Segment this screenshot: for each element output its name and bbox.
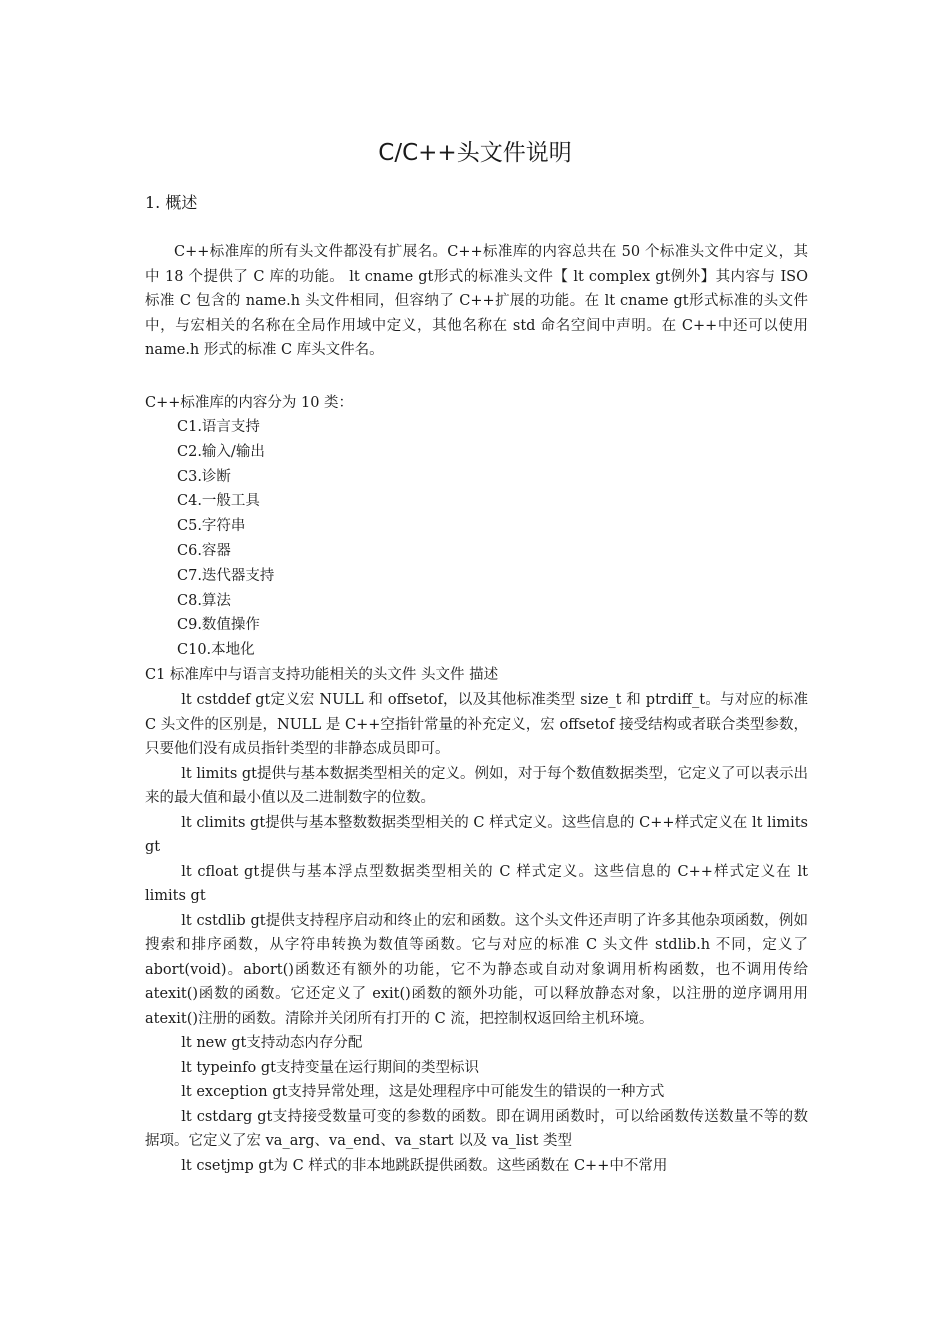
categories-label: C++标准库的内容分为 10 类： (145, 395, 354, 411)
category-item: C1.语言支持 (177, 419, 260, 435)
header-description: lt exception gt支持异常处理，这是处理程序中可能发生的错误的一种方式 (181, 1084, 665, 1100)
header-description: lt typeinfo gt支持变量在运行期间的类型标识 (181, 1059, 479, 1076)
category-item: C2.输入/输出 (177, 443, 265, 460)
category-item: C8.算法 (177, 592, 231, 609)
category-list (177, 415, 274, 663)
header-description: lt cstddef gt定义宏 NULL 和 offsetof，以及其他标准类型 size_t 和 ptrdiff_t。与对应的标准 C 头文件的区别是，NULL 是 C++空指针常量的补充定义，宏 offsetof 接受结构或者联合类型参数，只要他们没有成员指针类型的非静态成员即可。 (145, 692, 808, 757)
category-item: C7.迭代器支持 (177, 567, 275, 584)
c1-heading: C1 标准库中与语言支持功能相关的头文件 头文件 描述 (145, 667, 499, 683)
header-description: lt csetjmp gt为 C 样式的非本地跳跃提供函数。这些函数在 C++中不常用 (181, 1157, 668, 1174)
header-description: lt climits gt提供与基本整数数据类型相关的 C 样式定义。这些信息的 C++样式定义在 lt limits gt (145, 814, 808, 855)
intro-text: C++标准库的所有头文件都没有扩展名。C++标准库的内容总共在 50 个标准头文件中定义，其中 18 个提供了 C 库的功能。 lt cname gt形式的标准头文件【 lt complex gt例外】其内容与 ISO 标准 C 包含的 name.h 头文件相同，但容纳了 C++扩展的功能。在 lt cname gt形式标准的头文件中，与宏相关的名称在全局作用域中定义，其他名称在 std 命名空间中声明。在 C++中还可以使用 name.h 形式的标准 C 库头文件名。 (145, 244, 808, 358)
document-title: C/C++头文件说明 (378, 140, 572, 166)
category-item: C3.诊断 (177, 468, 231, 485)
header-description: lt cfloat gt提供与基本浮点型数据类型相关的 C 样式定义。这些信息的 C++样式定义在 lt limits gt (145, 863, 808, 904)
intro-paragraph (145, 240, 808, 363)
header-description: lt new gt支持动态内存分配 (181, 1035, 363, 1051)
header-description: lt limits gt提供与基本数据类型相关的定义。例如，对于每个数值数据类型，它定义了可以表示出来的最大值和最小值以及二进制数字的位数。 (145, 765, 808, 806)
header-description: lt cstdarg gt支持接受数量可变的参数的函数。即在调用函数时，可以给函数传送数量不等的数据项。它定义了宏 va_arg、va_end、va_start 以及 va_list 类型 (145, 1108, 808, 1149)
header-description: lt cstdlib gt提供支持程序启动和终止的宏和函数。这个头文件还声明了许多其他杂项函数，例如搜索和排序函数，从字符串转换为数值等函数。它与对应的标准 C 头文件 stdlib.h 不同，定义了 abort(void)。abort()函数还有额外的功能，它不为静态或自动对象调用析构函数，也不调用传给 atexit()函数的函数。它还定义了 exit()函数的额外功能，可以释放静态对象，以注册的逆序调用用 atexit()注册的函数。清除并关闭所有打开的 C 流，把控制权返回给主机环境。 (145, 912, 808, 1027)
category-item: C10.本地化 (177, 642, 255, 659)
section-heading: 1. 概述 (145, 193, 198, 212)
category-item: C4.一般工具 (177, 493, 260, 510)
category-item: C6.容器 (177, 542, 231, 559)
category-item: C5.字符串 (177, 518, 246, 535)
category-item: C9.数值操作 (177, 617, 260, 634)
c1-description-list (145, 688, 808, 1178)
